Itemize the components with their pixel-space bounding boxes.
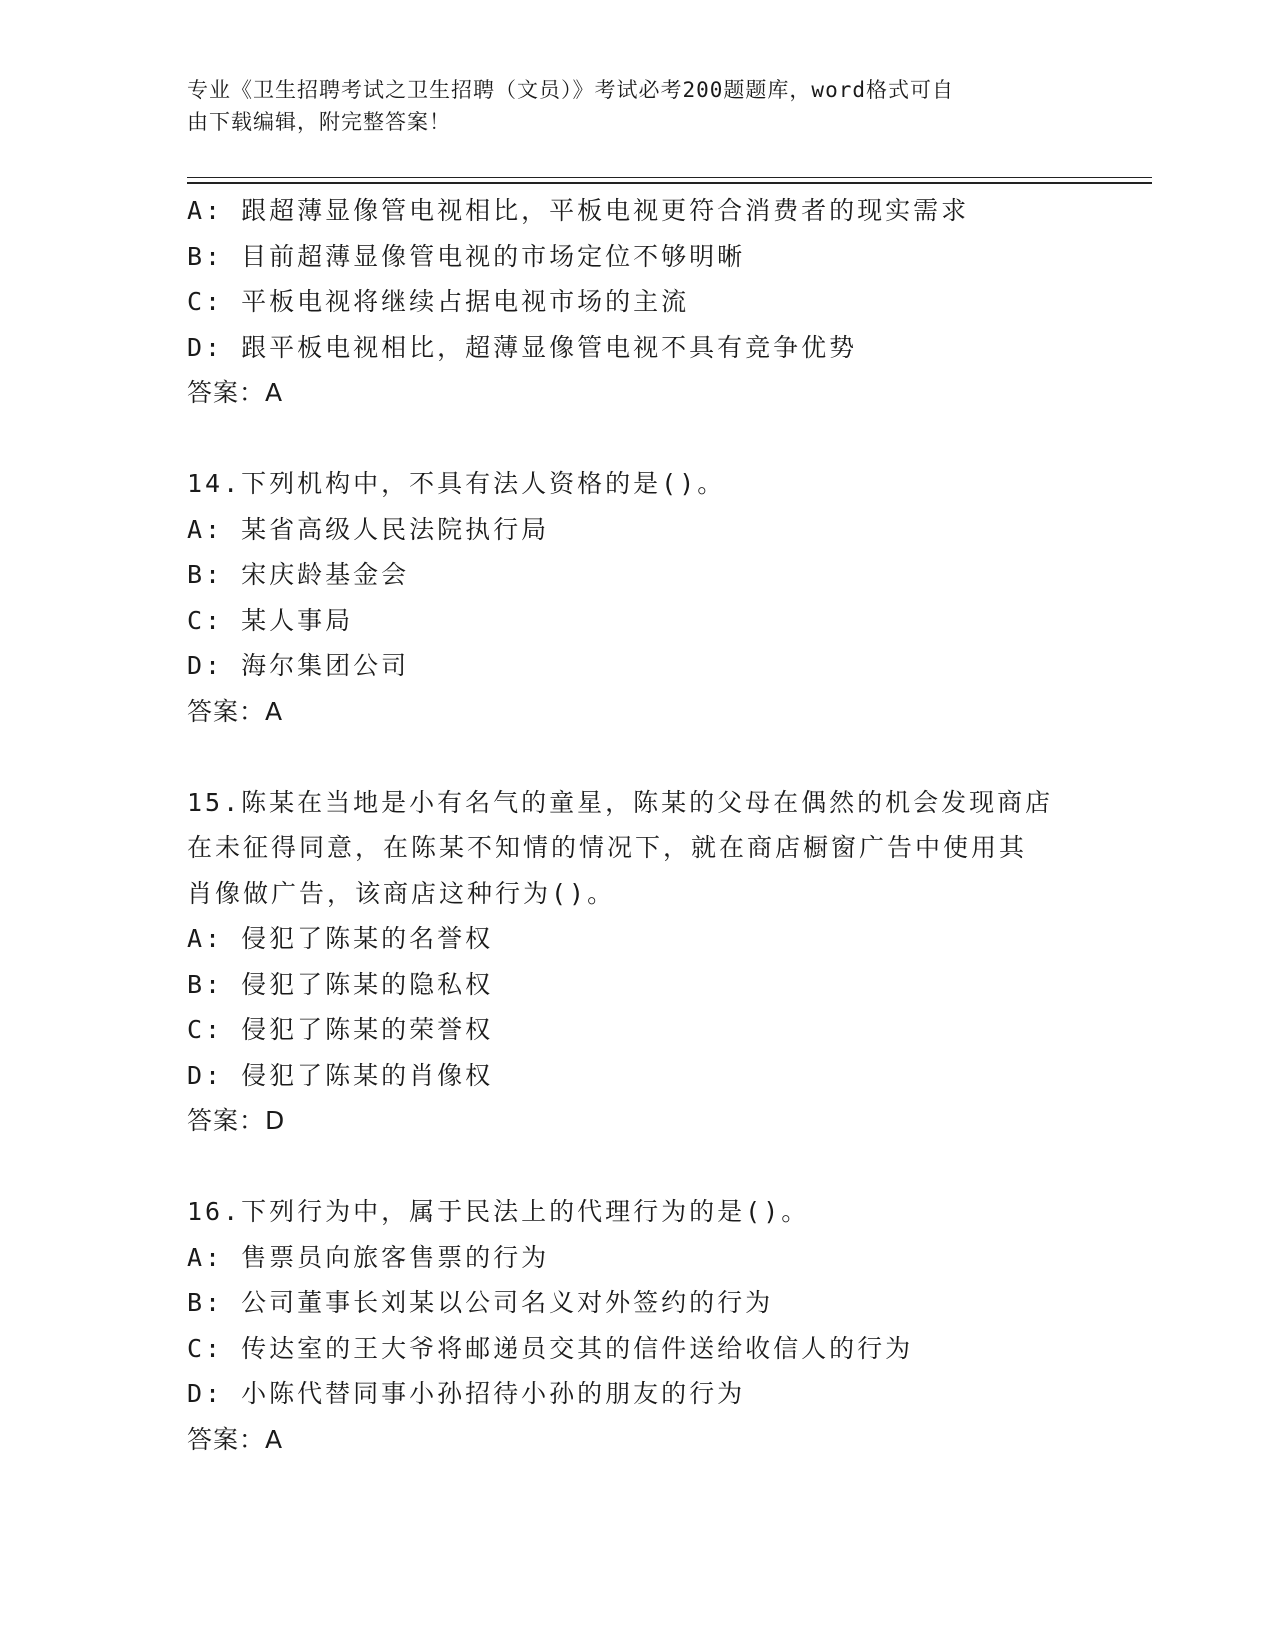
option-d: D: 海尔集团公司 — [187, 651, 410, 680]
option-a: A: 某省高级人民法院执行局 — [187, 514, 550, 544]
answer: 答案：A — [187, 378, 284, 407]
option-a: A: 跟超薄显像管电视相比，平板电视更符合消费者的现实需求 — [187, 196, 970, 225]
header-line-1: 专业《卫生招聘考试之卫生招聘（文员）》考试必考200题题库，word格式可自 — [187, 78, 954, 102]
option-d: D: 跟平板电视相比，超薄显像管电视不具有竞争优势 — [187, 332, 858, 362]
option-b: B: 宋庆龄基金会 — [187, 560, 410, 589]
header-line-2: 由下载编辑，附完整答案！ — [187, 110, 451, 134]
question-14 — [187, 461, 1147, 734]
question-13-continued — [187, 188, 1147, 416]
option-b: B: 侵犯了陈某的隐私权 — [187, 969, 494, 999]
answer: 答案：A — [187, 1424, 284, 1454]
answer: 答案：D — [187, 1106, 286, 1135]
question-16 — [187, 1189, 1147, 1462]
question-text: 14.下列机构中，不具有法人资格的是()。 — [187, 469, 726, 498]
header-divider-thick — [187, 182, 1152, 184]
option-a: A: 侵犯了陈某的名誉权 — [187, 924, 494, 953]
option-d: D: 小陈代替同事小孙招待小孙的朋友的行为 — [187, 1379, 746, 1408]
header-divider-thin — [187, 177, 1152, 178]
question-text-line-1: 15.陈某在当地是小有名气的童星，陈某的父母在偶然的机会发现商店 — [187, 787, 1054, 817]
document-header — [187, 74, 1067, 138]
answer: 答案：A — [187, 696, 284, 726]
option-d: D: 侵犯了陈某的肖像权 — [187, 1060, 494, 1090]
option-a: A: 售票员向旅客售票的行为 — [187, 1242, 550, 1272]
option-c: C: 侵犯了陈某的荣誉权 — [187, 1015, 494, 1044]
option-c: C: 某人事局 — [187, 605, 354, 635]
question-list — [187, 188, 1147, 1462]
option-c: C: 传达室的王大爷将邮递员交其的信件送给收信人的行为 — [187, 1333, 914, 1363]
option-b: B: 目前超薄显像管电视的市场定位不够明晰 — [187, 241, 746, 271]
question-text: 16.下列行为中，属于民法上的代理行为的是()。 — [187, 1197, 810, 1226]
question-text-line-3: 肖像做广告，该商店这种行为()。 — [187, 878, 616, 908]
option-b: B: 公司董事长刘某以公司名义对外签约的行为 — [187, 1288, 774, 1317]
question-text-line-2: 在未征得同意，在陈某不知情的情况下，就在商店橱窗广告中使用其 — [187, 833, 1028, 862]
question-15 — [187, 780, 1147, 1144]
option-c: C: 平板电视将继续占据电视市场的主流 — [187, 287, 690, 316]
